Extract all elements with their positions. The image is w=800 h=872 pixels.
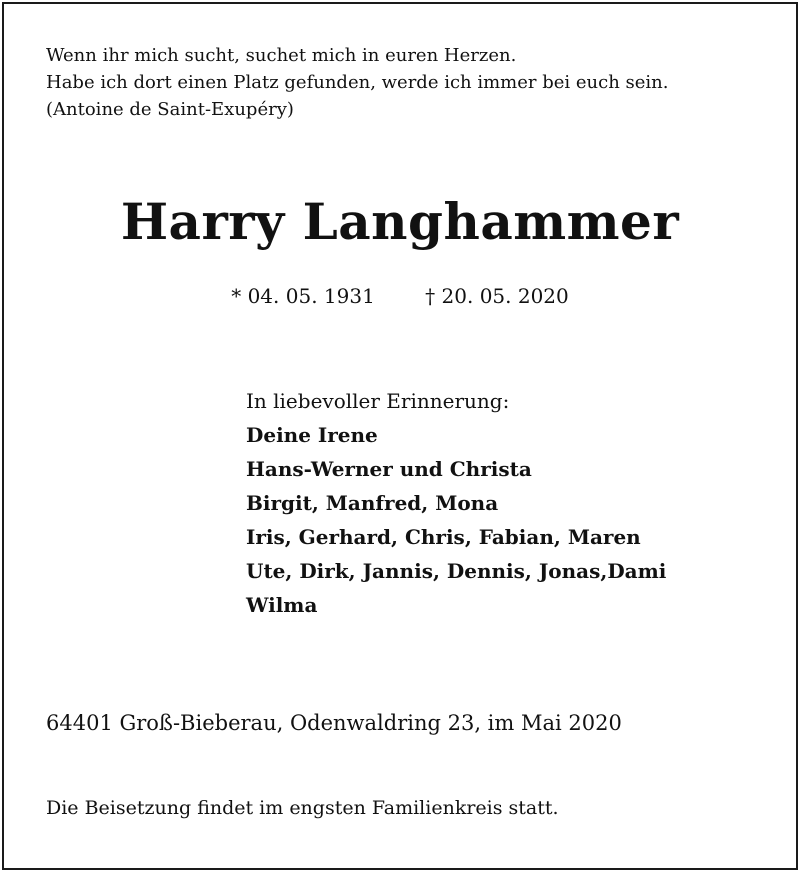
quote-block — [46, 42, 668, 123]
burial-note: Die Beisetzung findet im engsten Familienkreis statt. — [46, 797, 559, 819]
family-line: Wilma — [246, 593, 318, 617]
death-date: † 20. 05. 2020 — [425, 284, 569, 308]
remembrance-heading: In liebevoller Erinnerung: — [246, 389, 510, 413]
family-line: Hans-Werner und Christa — [246, 457, 532, 481]
family-line: Ute, Dirk, Jannis, Dennis, Jonas,Dami — [246, 559, 667, 583]
family-list — [246, 418, 666, 622]
family-line: Deine Irene — [246, 423, 378, 447]
life-dates — [4, 282, 796, 310]
quote-author: (Antoine de Saint-Exupéry) — [46, 99, 294, 120]
family-line: Iris, Gerhard, Chris, Fabian, Maren — [246, 525, 641, 549]
obituary-notice — [2, 2, 798, 870]
quote-line: Habe ich dort einen Platz gefunden, werde ich immer bei euch sein. — [46, 72, 669, 93]
birth-date: * 04. 05. 1931 — [231, 284, 375, 308]
quote-line: Wenn ihr mich sucht, suchet mich in euren Herzen. — [46, 45, 517, 66]
deceased-name: Harry Langhammer — [120, 192, 680, 251]
family-line: Birgit, Manfred, Mona — [246, 491, 499, 515]
remembrance-block — [246, 384, 666, 622]
address-line: 64401 Groß-Bieberau, Odenwaldring 23, im Mai 2020 — [46, 711, 622, 735]
